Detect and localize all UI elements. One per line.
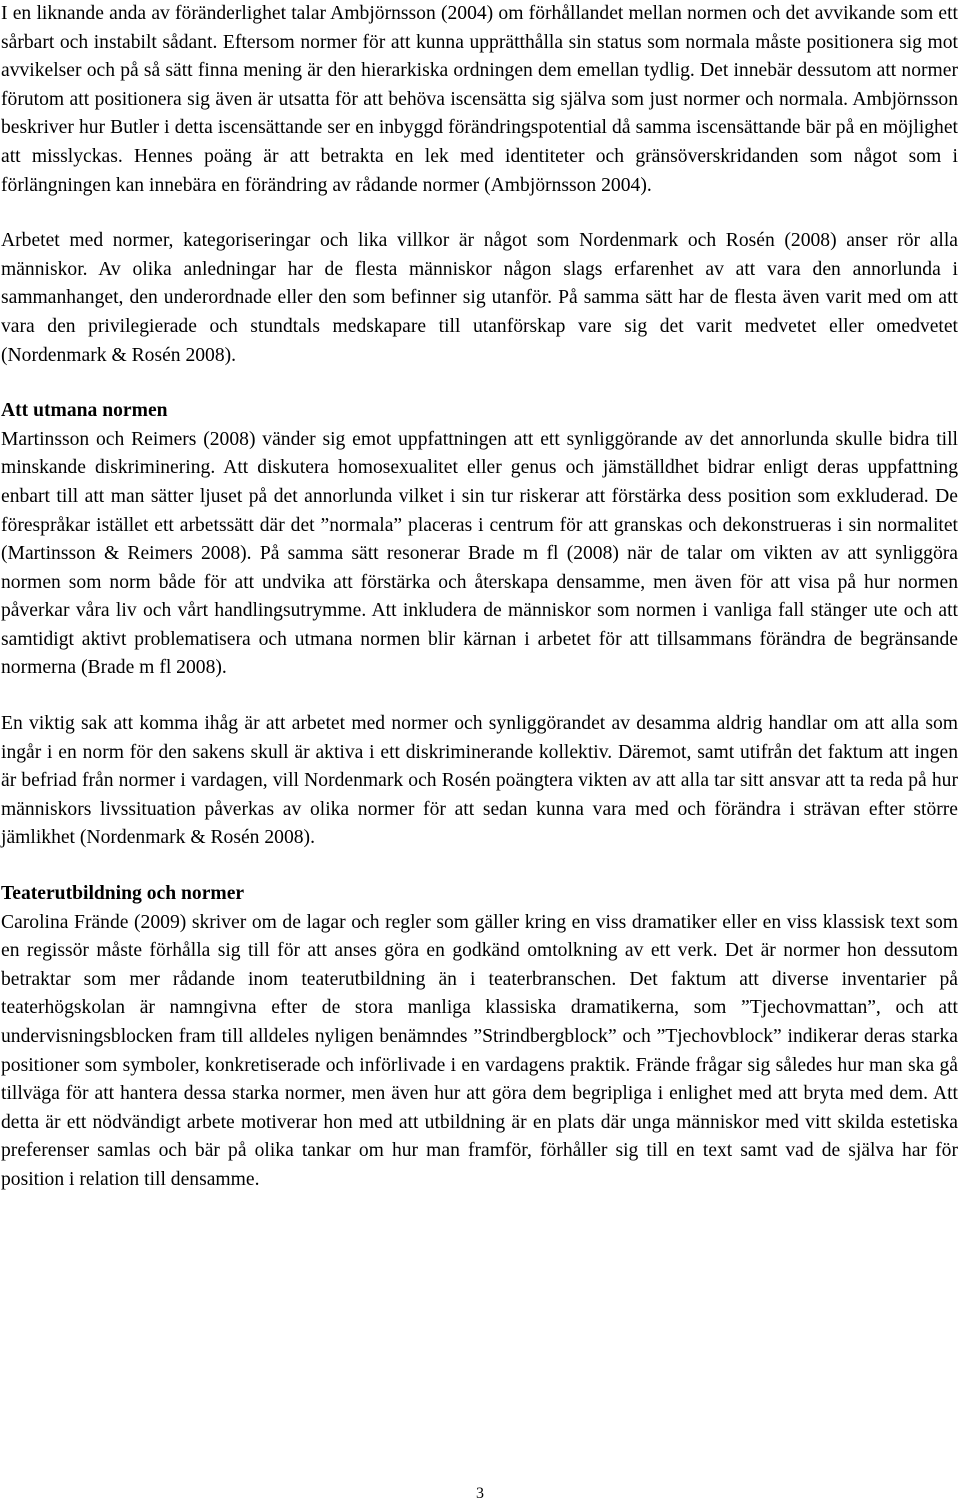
- paragraph-viktig-sak: En viktig sak att komma ihåg är att arbetet med normer och synliggörandet av desamma aldrig handlar om att alla som ingår i en norm för den sakens skull är aktiva i ett diskriminerande kollektiv. Däremot, samt utifrån det faktum att ingen är befriad från normer i vardagen, vill Nordenmark och Rosén poängtera vikten av att alla tar sitt ansvar att ta reda på hur människors livssituation påverkas av olika normer för att sedan kunna vara med och förändra i strävan efter större jämlikhet (Nordenmark & Rosén 2008).: [1, 713, 958, 849]
- section-heading-att-utmana-normen: Att utmana normen: [1, 400, 168, 422]
- paragraph-spacer: [1, 200, 958, 227]
- page-number: 3: [476, 1485, 484, 1502]
- section-heading-teaterutbildning: Teaterutbildning och normer: [1, 883, 245, 905]
- paragraph-frande: Carolina Frände (2009) skriver om de lagar och regler som gäller kring en viss dramatiker eller en viss klassisk text som en regissör måste förhålla sig till för att anses göra en godkänd omtolkning av ett verk. Det är normer hon dessutom betraktar som mer rådande inom teaterutbildning än i teaterbranschen. Det faktum att diverse inventarier på teaterhögskolan är namngivna efter de stora manliga klassiska dramatikerna, som ”Tjechovmattan”, och att undervisningsblocken fram till alldeles nyligen benämndes ”Strindbergblock” och ”Tjechovblock” indikerar deras starka positioner som symboler, konkretiserade och införlivade i en vardagens praktik. Frände frågar sig således hur man ska gå tillväga för att hantera dessa starka normer, men även hur att göra dem begripliga i enlighet med att bryta med dem. Att detta är ett nödvändigt arbete motiverar hon med att utbildning är en plats där unga människor med vitt skilda estetiska preferenser samlas och bär på olika tankar om hur man framför, förhåller sig till en text samt vad de själva har för position i relation till densamme.: [1, 911, 958, 1190]
- paragraph-ambjornsson: I en liknande anda av föränderlighet talar Ambjörnsson (2004) om förhållandet mellan normen och det avvikande som ett sårbart och instabilt sådant. Eftersom normer för att kunna upprätthålla sin status som normala måste positionera sig mot avvikelser och på så sätt finna mening är den hierarkiska ordningen dem emellan tydlig. Det innebär dessutom att normer förutom att positionera sig även är utsatta för att behöva iscensätta sig själva som just normer och normala. Ambjörnsson beskriver hur Butler i detta iscensättande ser en inbyggd förändringspotential då samma iscensättande bär på en möjlighet att misslyckas. Hennes poäng är att betrakta en lek med identiteter och gränsöverskridanden som något som i förlängningen kan innebära en förändring av rådande normer (Ambjörnsson 2004).: [1, 3, 958, 196]
- paragraph-spacer: [1, 853, 958, 880]
- paragraph-spacer: [1, 683, 958, 710]
- paragraph-nordenmark-rosen: Arbetet med normer, kategoriseringar och lika villkor är något som Nordenmark och Rosén (2008) anser rör alla människor. Av olika anledningar har de flesta människor någon slags erfarenhet av att vara den annorlunda i sammanhanget, den underordnade eller den som befinner sig utanför. På samma sätt har de flesta även varit med om att vara den privilegierade och stundtals medskapare till utanförskap vare sig det varit medvetet eller omedvetet (Nordenmark & Rosén 2008).: [1, 230, 958, 366]
- paragraph-martinsson-reimers: Martinsson och Reimers (2008) vänder sig emot uppfattningen att ett synliggörande av det annorlunda skulle bidra till minskande diskriminering. Att diskutera homosexualitet eller genus och jämställdhet bidrar enligt deras uppfattning enbart till att man sätter ljuset på det annorlunda vilket i sin tur riskerar att förstärka dess position som exkluderad. De förespråkar istället ett arbetssätt där det ”normala” placeras i centrum för att granskas och dekonstrueras i sin normalitet (Martinsson & Reimers 2008). På samma sätt resonerar Brade m fl (2008) när de talar om vikten av att synliggöra normen som norm både för att undvika att förstärka och återskapa densamme, men även för att visa på hur normen påverkar våra liv och vårt handlingsutrymme. Att inkludera de människor som normen i vanliga fall stänger ute och att samtidigt aktivt problematisera och utmana normen blir kärnan i arbetet för att tillsammans förändra de begränsande normerna (Brade m fl 2008).: [1, 428, 958, 679]
- document-page: [1, 0, 958, 1195]
- paragraph-spacer: [1, 370, 958, 397]
